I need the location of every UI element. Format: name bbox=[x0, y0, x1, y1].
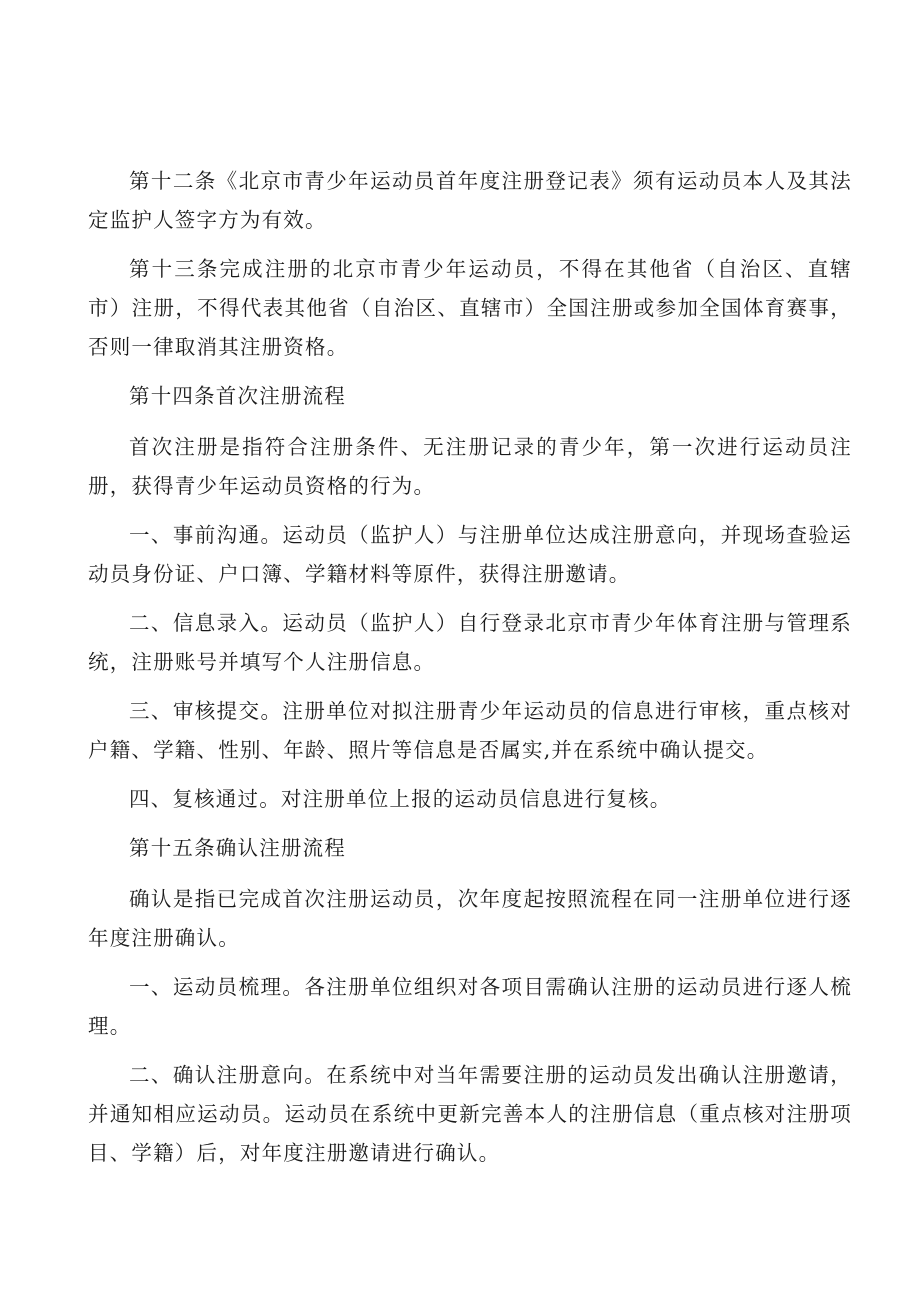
article-14-step-4: 四、复核通过。对注册单位上报的运动员信息进行复核。 bbox=[129, 787, 672, 811]
article-15-heading: 第十五条确认注册流程 bbox=[129, 836, 346, 860]
article-12: 第十二条《北京市青少年运动员首年度注册登记表》须有运动员本人及其法定监护人签字方为有效。 bbox=[88, 169, 852, 232]
article-15-step-1: 一、运动员梳理。各注册单位组织对各项目需确认注册的运动员进行逐人梳理。 bbox=[88, 975, 852, 1038]
article-14-step-3: 三、审核提交。注册单位对拟注册青少年运动员的信息进行审核，重点核对户籍、学籍、性别、年龄、照片等信息是否属实,并在系统中确认提交。 bbox=[88, 699, 852, 762]
article-15-step-2: 二、确认注册意向。在系统中对当年需要注册的运动员发出确认注册邀请，并通知相应运动员。运动员在系统中更新完善本人的注册信息（重点核对注册项目、学籍）后，对年度注册邀请进行确认。 bbox=[88, 1063, 852, 1165]
article-14-heading: 第十四条首次注册流程 bbox=[129, 384, 346, 408]
article-14-step-1: 一、事前沟通。运动员（监护人）与注册单位达成注册意向，并现场查验运动员身份证、户口簿、学籍材料等原件，获得注册邀请。 bbox=[88, 523, 852, 586]
article-14-definition: 首次注册是指符合注册条件、无注册记录的青少年，第一次进行运动员注册，获得青少年运动员资格的行为。 bbox=[88, 435, 852, 498]
article-15-definition: 确认是指已完成首次注册运动员，次年度起按照流程在同一注册单位进行逐年度注册确认。 bbox=[88, 887, 852, 950]
article-14-step-2: 二、信息录入。运动员（监护人）自行登录北京市青少年体育注册与管理系统，注册账号并填写个人注册信息。 bbox=[88, 611, 852, 674]
document-body bbox=[88, 162, 852, 1183]
article-13: 第十三条完成注册的北京市青少年运动员，不得在其他省（自治区、直辖市）注册，不得代表其他省（自治区、直辖市）全国注册或参加全国体育赛事，否则一律取消其注册资格。 bbox=[88, 257, 852, 359]
